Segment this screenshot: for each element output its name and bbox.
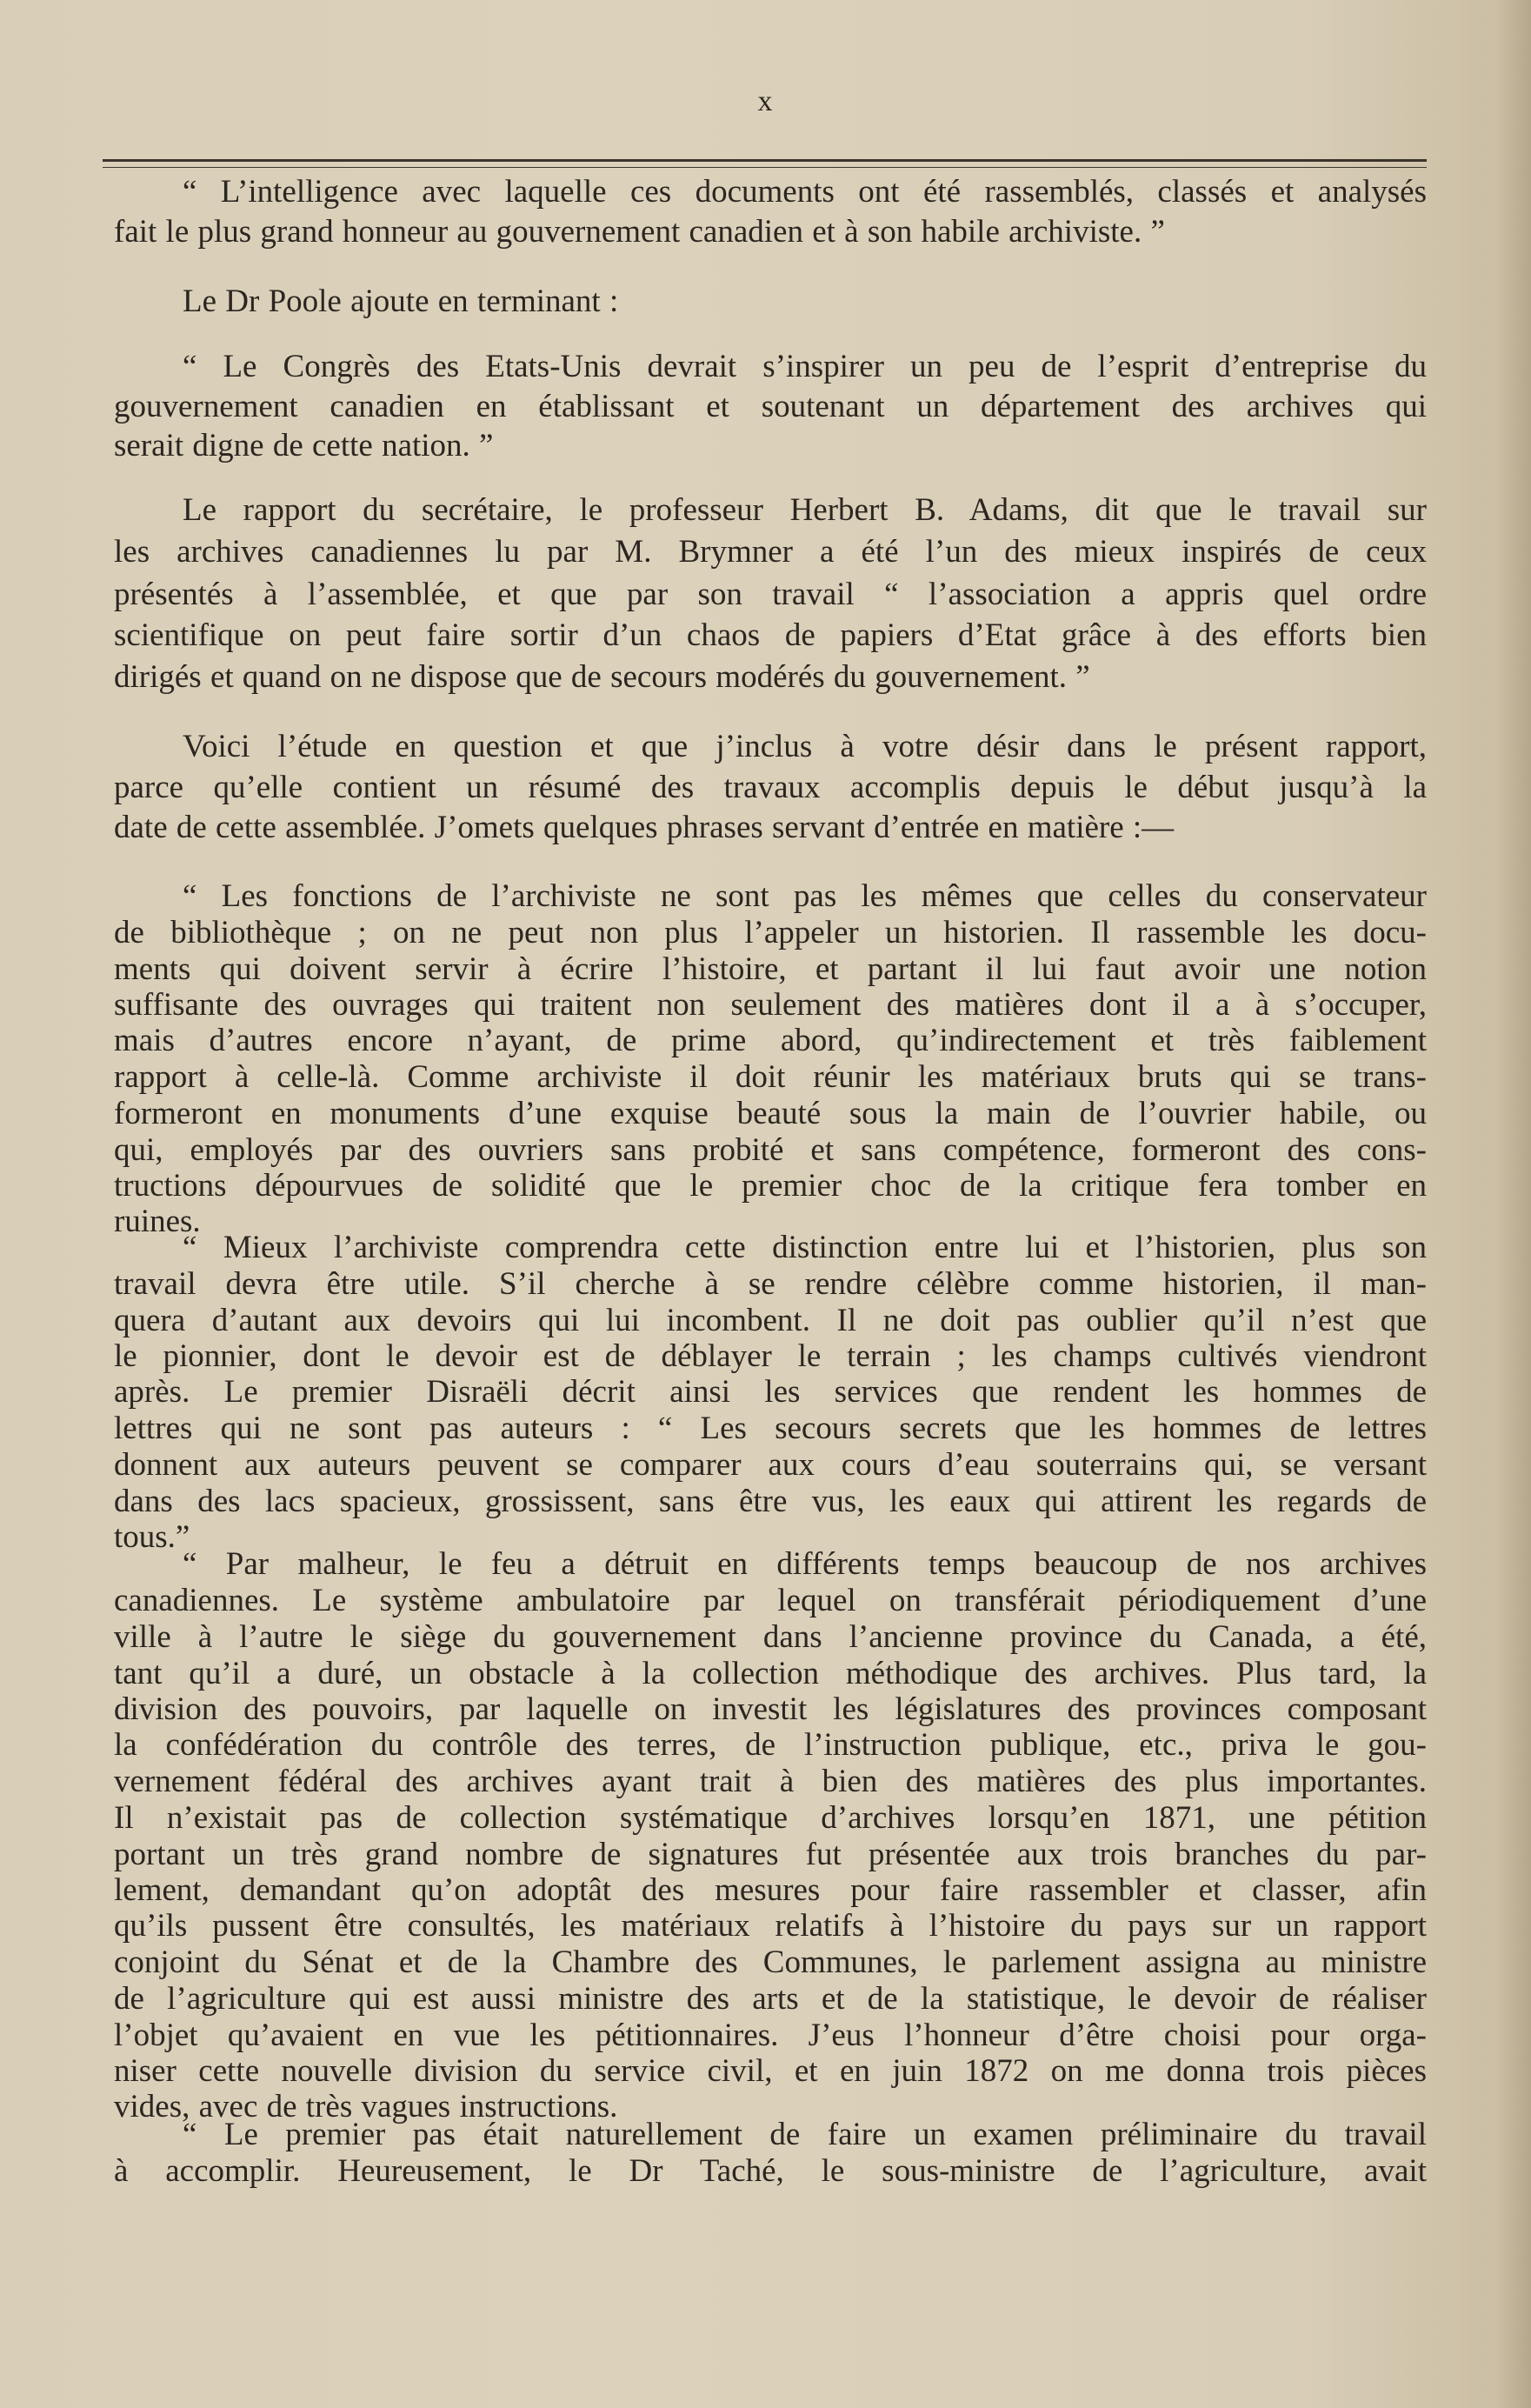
text-line: tructions dépourvues de solidité que le premier choc de la critique fera tomber en — [114, 1168, 1427, 1204]
text-line: dirigés et quand on ne dispose que de secours modérés du gouvernement. ” — [114, 659, 1090, 695]
text-line: “ Le Congrès des Etats-Unis devrait s’inspirer un peu de l’esprit d’entreprise du — [183, 349, 1427, 384]
text-line: dans des lacs spacieux, grossissent, sans être vus, les eaux qui attirent les regards de — [114, 1484, 1427, 1519]
text-line: vides, avec de très vagues instructions. — [114, 2089, 618, 2125]
text-line: donnent aux auteurs peuvent se comparer aux cours d’eau souterrains qui, se versant — [114, 1447, 1427, 1483]
text-line: lement, demandant qu’on adoptât des mesures pour faire rassembler et classer, afin — [114, 1872, 1427, 1908]
text-line: la confédération du contrôle des terres, de l’instruction publique, etc., priva le gou- — [114, 1727, 1427, 1763]
text-line: travail devra être utile. S’il cherche à se rendre célèbre comme historien, il man- — [114, 1266, 1427, 1302]
text-line: tant qu’il a duré, un obstacle à la collection méthodique des archives. Plus tard, la — [114, 1656, 1427, 1691]
text-line: “ L’intelligence avec laquelle ces documents ont été rassemblés, classés et analysés — [183, 174, 1427, 210]
text-line: scientifique on peut faire sortir d’un chaos de papiers d’Etat grâce à des efforts bien — [114, 617, 1427, 653]
page-edge-shadow — [1496, 0, 1531, 2408]
text-line: “ Les fonctions de l’archiviste ne sont pas les mêmes que celles du conservateur — [183, 878, 1427, 914]
text-line: formeront en monuments d’une exquise beauté sous la main de l’ouvrier habile, ou — [114, 1096, 1427, 1131]
text-line: tous.” — [114, 1519, 190, 1555]
text-line: qui, employés par des ouvriers sans probité et sans compétence, formeront des cons- — [114, 1132, 1427, 1168]
text-line: de l’agriculture qui est aussi ministre des arts et de la statistique, le devoir de réaliser — [114, 1981, 1427, 2017]
text-line: vernement fédéral des archives ayant trait à bien des matières des plus importantes. — [114, 1764, 1427, 1799]
text-line: Le rapport du secrétaire, le professeur Herbert B. Adams, dit que le travail sur — [183, 492, 1427, 528]
header-rule — [103, 159, 1427, 162]
text-line: portant un très grand nombre de signatures fut présentée aux trois branches du par- — [114, 1837, 1427, 1872]
text-line: après. Le premier Disraëli décrit ainsi les services que rendent les hommes de — [114, 1374, 1427, 1410]
text-line: à accomplir. Heureusement, le Dr Taché, le sous-ministre de l’agriculture, avait — [114, 2153, 1427, 2189]
text-line: canadiennes. Le système ambulatoire par lequel on transférait périodiquement d’une — [114, 1583, 1427, 1618]
text-line: ville à l’autre le siège du gouvernement dans l’ancienne province du Canada, a été, — [114, 1619, 1427, 1655]
text-line: division des pouvoirs, par laquelle on investit les législatures des provinces composant — [114, 1691, 1427, 1727]
text-line: quera d’autant aux devoirs qui lui incombent. Il ne doit pas oublier qu’il n’est que — [114, 1303, 1427, 1338]
text-line: Il n’existait pas de collection systématique d’archives lorsqu’en 1871, une pétition — [114, 1800, 1427, 1836]
text-line: qu’ils pussent être consultés, les matériaux relatifs à l’histoire du pays sur un rapport — [114, 1908, 1427, 1944]
text-line: l’objet qu’avaient en vue les pétitionnaires. J’eus l’honneur d’être choisi pour orga- — [114, 2018, 1427, 2053]
text-line: suffisante des ouvrages qui traitent non seulement des matières dont il a à s’occuper, — [114, 987, 1427, 1023]
text-line: de bibliothèque ; on ne peut non plus l’appeler un historien. Il rassemble les docu- — [114, 915, 1427, 951]
text-line: lettres qui ne sont pas auteurs : “ Les secours secrets que les hommes de lettres — [114, 1411, 1427, 1446]
text-line: le pionnier, dont le devoir est de déblayer le terrain ; les champs cultivés viendront — [114, 1338, 1427, 1374]
text-line: parce qu’elle contient un résumé des travaux accomplis depuis le début jusqu’à la — [114, 770, 1427, 805]
text-line: “ Mieux l’archiviste comprendra cette distinction entre lui et l’historien, plus son — [183, 1230, 1427, 1265]
text-line: conjoint du Sénat et de la Chambre des Communes, le parlement assigna au ministre — [114, 1944, 1427, 1980]
text-line: Voici l’étude en question et que j’inclus à votre désir dans le présent rapport, — [183, 729, 1427, 764]
page-folio: x — [757, 85, 774, 117]
text-line: ruines. — [114, 1204, 201, 1239]
text-line: date de cette assemblée. J’omets quelques phrases servant d’entrée en matière :— — [114, 810, 1175, 845]
text-line: mais d’autres encore n’ayant, de prime abord, qu’indirectement et très faiblement — [114, 1023, 1427, 1058]
header-rule-thin — [103, 167, 1427, 168]
text-line: “ Le premier pas était naturellement de faire un examen préliminaire du travail — [183, 2117, 1427, 2152]
text-line: ments qui doivent servir à écrire l’histoire, et partant il lui faut avoir une notion — [114, 951, 1427, 987]
text-line: rapport à celle-là. Comme archiviste il doit réunir les matériaux bruts qui se trans- — [114, 1059, 1427, 1095]
text-line: fait le plus grand honneur au gouvernement canadien et à son habile archiviste. ” — [114, 214, 1165, 250]
text-line: gouvernement canadien en établissant et soutenant un département des archives qui — [114, 389, 1427, 424]
text-line: les archives canadiennes lu par M. Brymner a été l’un des mieux inspirés de ceux — [114, 534, 1427, 570]
text-line: serait digne de cette nation. ” — [114, 428, 494, 464]
text-line: “ Par malheur, le feu a détruit en différents temps beaucoup de nos archives — [183, 1546, 1427, 1582]
text-line: Le Dr Poole ajoute en terminant : — [183, 283, 619, 319]
text-line: niser cette nouvelle division du service civil, et en juin 1872 on me donna trois pièces — [114, 2053, 1427, 2089]
text-line: présentés à l’assemblée, et que par son travail “ l’association a appris quel ordre — [114, 577, 1427, 612]
